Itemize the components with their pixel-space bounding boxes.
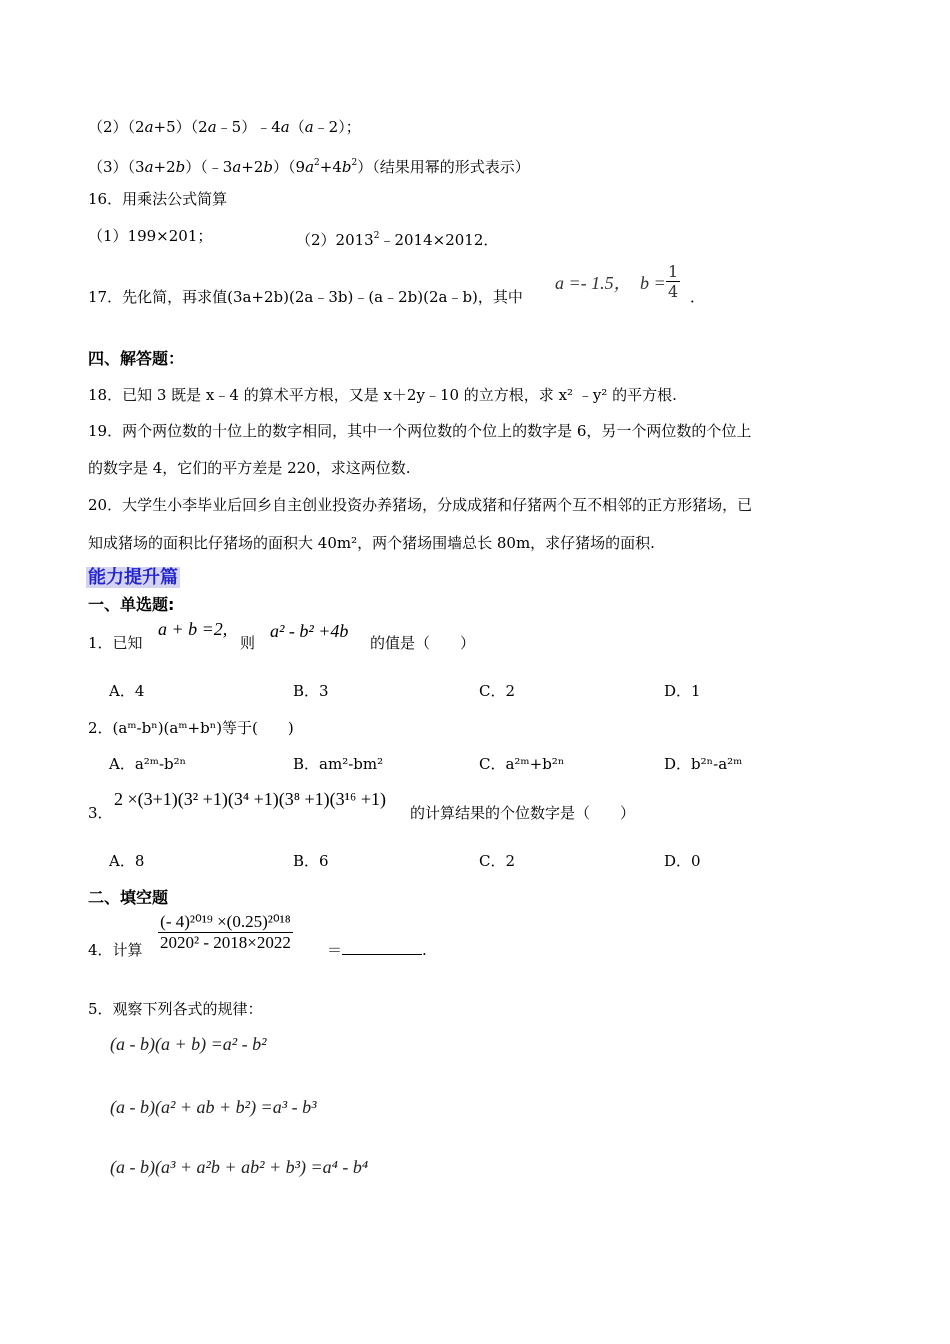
problem-16-title: 16．用乘法公式简算 — [88, 190, 228, 208]
fill-4-equals: ＝ . — [327, 941, 427, 959]
mc-1-condition: a + b =2, — [158, 619, 228, 639]
problem-17-cond-a: a =- 1.5， — [555, 273, 632, 293]
mc-2-option-d[interactable]: D．b²ⁿ-a²ᵐ — [664, 755, 743, 773]
mc-1-expression: a² - b² +4b — [270, 621, 349, 641]
mc-3-option-c[interactable]: C．2 — [479, 852, 516, 870]
problem-20-line-1: 20．大学生小李毕业后回乡自主创业投资办养猪场，分成成猪和仔猪两个互不相邻的正方形猪场，已 — [88, 496, 753, 514]
formula-1: (a - b)(a + b) =a² - b² — [110, 1034, 267, 1054]
mc-3-option-a[interactable]: A．8 — [109, 852, 145, 870]
problem-16-part-2: $(2)2013^2﹣2014\times 2012$． — [296, 231, 499, 249]
mc-3-option-d[interactable]: D．0 — [664, 852, 701, 870]
mc-1-option-b[interactable]: B．3 — [293, 682, 329, 700]
section-4-heading: 四、解答题： — [88, 349, 185, 368]
problem-17: 17．先化简，再求值(3a+2b)(2a﹣3b)﹣(a﹣2b)(2a﹣b)，其中 — [88, 288, 523, 306]
mc-2-option-c[interactable]: C．a²ᵐ+b²ⁿ — [479, 755, 565, 773]
section-fill-blank-heading: 二、填空题 — [88, 888, 169, 907]
mc-2-option-a[interactable]: A．a²ᵐ-b²ⁿ — [109, 755, 187, 773]
formula-3: (a - b)(a³ + a²b + ab² + b³) =a⁴ - b⁴ — [110, 1157, 369, 1177]
mc-1-lead: 1．已知 — [88, 634, 143, 652]
mc-3-lead: 3． — [88, 804, 113, 822]
mc-2-option-b[interactable]: B．am²-bm² — [293, 755, 384, 773]
mc-1-tail: 的值是（ ） — [370, 634, 476, 652]
mc-1-mid: 则 — [240, 634, 256, 652]
problem-16-part-1: （1）199×201； — [88, 227, 213, 245]
problem-18: 18．已知 3 既是 x﹣4 的算术平方根，又是 x＋2y﹣10 的立方根，求 x² ﹣y² 的平方根. — [88, 386, 677, 404]
fill-4-answer-blank[interactable] — [342, 940, 422, 955]
mc-2-lead: 2．(aᵐ-bⁿ)(aᵐ+bⁿ)等于( ) — [88, 719, 294, 737]
ability-section-banner: 能力提升篇 — [88, 567, 178, 588]
problem-17-cond-b: b = — [640, 273, 666, 293]
formula-2: (a - b)(a² + ab + b²) =a³ - b³ — [110, 1097, 317, 1117]
fill-5-lead: 5．观察下列各式的规律： — [88, 1000, 263, 1018]
fill-4-fraction: $\frac{\text{(- 4)²⁰¹⁹ ×(0.25)²⁰¹⁸}}{\text{2020² - 2018×2022}}$ — [160, 912, 291, 952]
problem-19-line-1: 19．两个两位数的十位上的数字相同，其中一个两位数的个位上的数字是 6，另一个两位数的个位上 — [88, 422, 752, 440]
mc-3-expression: 2 ×(3+1)(3² +1)(3⁴ +1)(3⁸ +1)(3¹⁶ +1) — [114, 789, 386, 809]
problem-20-line-2: 知成猪场的面积比仔猪场的面积大 40m²，两个猪场围墙总长 80m，求仔猪场的面积. — [88, 534, 655, 552]
fill-4-lead: 4．计算 — [88, 941, 143, 959]
mc-3-tail: 的计算结果的个位数字是（ ） — [410, 804, 636, 822]
mc-3-option-b[interactable]: B．6 — [293, 852, 329, 870]
mc-1-option-a[interactable]: A．4 — [109, 682, 145, 700]
section-single-choice-heading: 一、单选题: — [88, 595, 175, 614]
problem-19-line-2: 的数字是 4，它们的平方差是 220，求这两位数. — [88, 459, 411, 477]
problem-17-end: ． — [690, 288, 706, 306]
mc-1-option-c[interactable]: C．2 — [479, 682, 516, 700]
problem-15-part-3: $(3)(3a+2b)(﹣3a+2b)(9a^2+4b^2)$（结果用幂的形式表示） — [88, 158, 530, 176]
problem-15-part-2: （2）（2a+5）（2a﹣5）﹣4a（a﹣2）； — [88, 118, 361, 136]
problem-17-fraction: $\frac{1}{4}$ — [668, 262, 679, 301]
mc-1-option-d[interactable]: D．1 — [664, 682, 701, 700]
